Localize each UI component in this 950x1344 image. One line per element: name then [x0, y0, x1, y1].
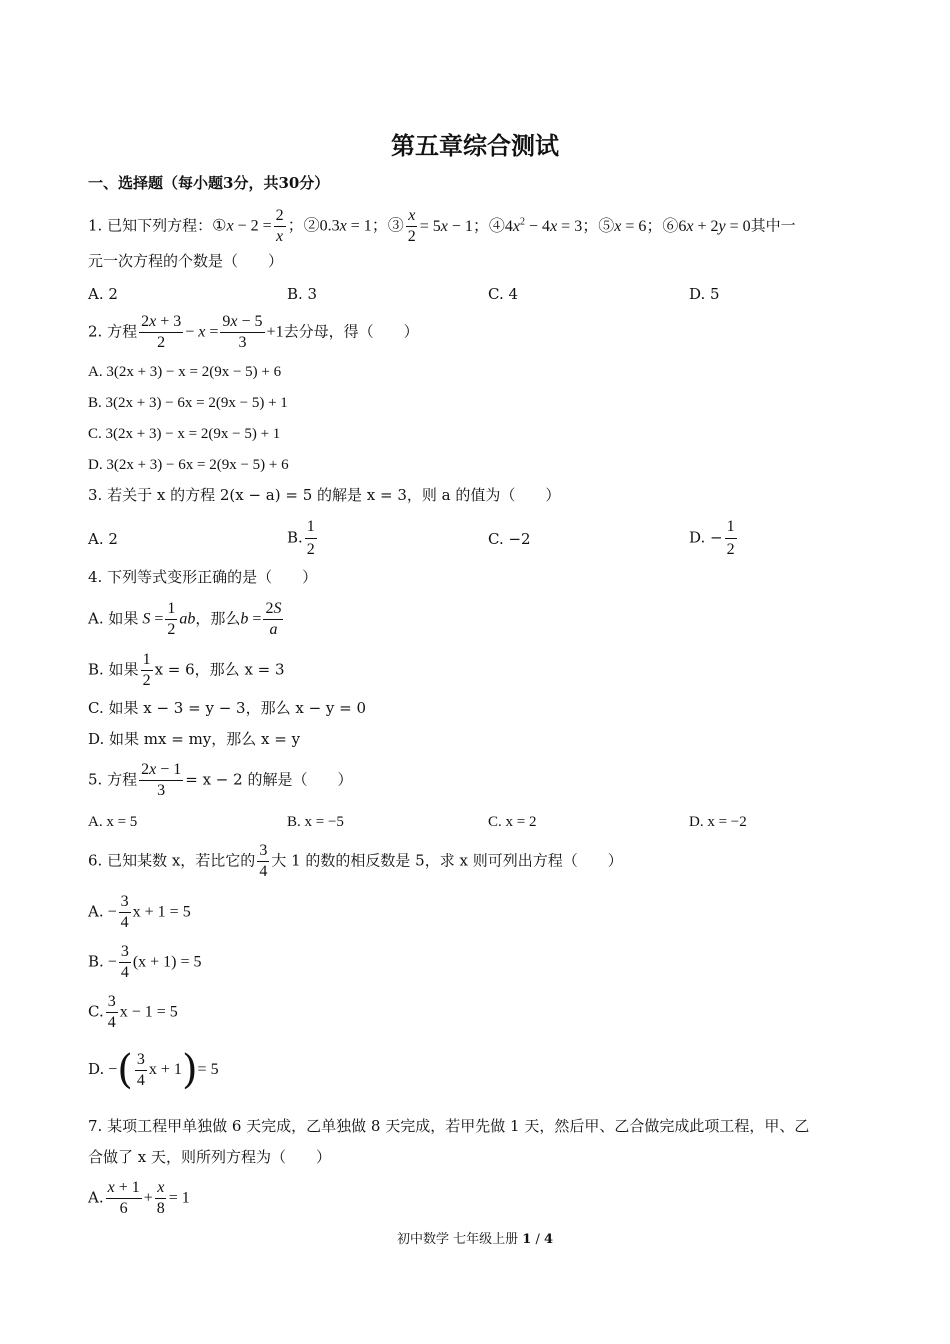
q7-option-a: A. $\frac{x + 1}{6}$ + $\frac{x}{8}$ = 1	[88, 1179, 190, 1217]
q6-b-expr: (x + 1) = 5	[132, 953, 202, 971]
footer-label: 初中数学 七年级上册	[396, 1232, 519, 1247]
q6-d-expr: x + 1	[148, 1061, 182, 1078]
q2-option-c: C. 3(2x + 3) − x = 2(9x − 5) + 1	[88, 426, 281, 442]
q6-c-expr: x − 1 = 5	[119, 1003, 178, 1021]
q1-option-b: B. 3	[287, 285, 318, 303]
q6-option-b: B. − $\frac{3}{4}$ (x + 1) = 5	[88, 943, 202, 981]
q5-stem-start: 5. 方程	[88, 770, 138, 789]
q6-stem-tail: 大 1 的数的相反数是 5，求 x 则可列出方程（ ）	[271, 851, 623, 870]
question-1-stem: 1. 已知下列方程：①x − 2 = $\frac{2}{x}$ ；②0.3x = 1；③ $\frac{x}{2}$ = 5x − 1；$④4x^2 - 4x = 3$；⑤x = 6；⑥6x + 2y = 0其中一	[88, 207, 796, 245]
q7-a-end: = 1	[168, 1189, 190, 1207]
q6-d-end: = 5	[197, 1061, 219, 1078]
q6-d-label: D.	[88, 1060, 105, 1078]
q2-option-d: D. 3(2x + 3) − 6x = 2(9x − 5) + 6	[88, 457, 289, 473]
q6-c-label: C.	[88, 1002, 104, 1021]
question-7-stem-line2: 合做了 x 天，则所列方程为（ ）	[88, 1148, 331, 1166]
q4-option-d: D. 如果 mx = my，那么 x = y	[88, 730, 301, 748]
q4-b-tail: x = 6，那么 x = 3	[154, 660, 285, 679]
q3-option-d-label: D. −	[689, 528, 723, 547]
footer-separator: /	[535, 1232, 540, 1247]
q5-option-c: C. x = 2	[488, 814, 537, 830]
section-heading: 一、选择题（每小题3分，共30分）	[88, 174, 330, 192]
q6-a-expr: x + 1 = 5	[132, 903, 191, 921]
q2-stem-start: 2. 方程	[88, 322, 138, 341]
q1-stem-tail: 其中一	[750, 216, 796, 235]
q1-option-d: D. 5	[689, 285, 720, 303]
q6-option-a: A. − $\frac{3}{4}$ x + 1 = 5	[88, 893, 191, 931]
q7-a-label: A.	[88, 1188, 104, 1207]
q6-b-label: B.	[88, 952, 104, 971]
q3-option-a: A. 2	[88, 530, 118, 548]
q6-a-label: A.	[88, 902, 104, 921]
q6-option-c: C. $\frac{3}{4}$ x − 1 = 5	[88, 993, 178, 1031]
q5-option-b: B. x = −5	[287, 814, 344, 830]
question-5-stem: 5. 方程 $\frac{2x - 1}{3}$ = x − 2 的解是（ ）	[88, 761, 353, 799]
footer-page-total: 4	[543, 1232, 554, 1247]
q1-option-c: C. 4	[488, 285, 519, 303]
q4-a-middle: ，那么	[195, 609, 241, 628]
question-4-stem: 4. 下列等式变形正确的是（ ）	[88, 568, 318, 586]
q2-option-a: A. 3(2x + 3) − x = 2(9x − 5) + 6	[88, 364, 282, 380]
q4-option-b: B. 如果 $\frac{1}{2}$ x = 6，那么 x = 3	[88, 651, 285, 689]
q6-stem-start: 6. 已知某数 x，若比它的	[88, 851, 256, 870]
q3-option-b: B. $\frac{1}{2}$	[287, 518, 315, 558]
question-1-stem-line2: 元一次方程的个数是（ ）	[88, 252, 284, 270]
q4-a-prefix: A. 如果	[88, 609, 139, 628]
q4-b-prefix: B. 如果	[88, 660, 139, 679]
q1-stem-start: 1. 已知下列方程：	[88, 216, 213, 235]
q5-option-d: D. x = −2	[689, 814, 747, 830]
question-2-stem: 2. 方程 $\frac{2x + 3}{2}$ − x = $\frac{9x - 5}{3}$ +1去分母，得（ ）	[88, 313, 419, 351]
q5-option-a: A. x = 5	[88, 814, 138, 830]
q3-option-b-label: B.	[287, 528, 303, 547]
q5-stem-tail: = x − 2 的解是（ ）	[185, 770, 353, 789]
q3-option-c: C. −2	[488, 530, 531, 548]
q2-option-b: B. 3(2x + 3) − 6x = 2(9x − 5) + 1	[88, 395, 288, 411]
q1-option-a: A. 2	[88, 285, 118, 303]
question-7-stem: 7. 某项工程甲单独做 6 天完成，乙单独做 8 天完成，若甲先做 1 天，然后甲、乙合做完成此项工程，甲、乙	[88, 1117, 810, 1135]
q4-option-a: A. 如果 S = $\frac{1}{2}$ ab，那么b = $\frac{2S}{a}$	[88, 600, 282, 638]
q2-stem-tail: 去分母，得（ ）	[283, 322, 419, 341]
page-footer	[0, 1228, 950, 1247]
question-6-stem: 6. 已知某数 x，若比它的 $\frac{3}{4}$ 大 1 的数的相反数是 5，求 x 则可列出方程（ ）	[88, 842, 623, 880]
q4-option-c: C. 如果 x − 3 = y − 3，那么 x − y = 0	[88, 699, 367, 717]
q6-option-d: D. −( $\frac{3}{4}$ x + 1)= 5	[88, 1047, 219, 1093]
q3-option-d: D. − $\frac{1}{2}$	[689, 518, 735, 558]
page-title: 第五章综合测试	[391, 131, 559, 160]
question-3-stem: 3. 若关于 x 的方程 2(x − a) = 5 的解是 x = 3，则 a 的值为（ ）	[88, 486, 561, 504]
footer-page-number: 1	[522, 1232, 532, 1247]
